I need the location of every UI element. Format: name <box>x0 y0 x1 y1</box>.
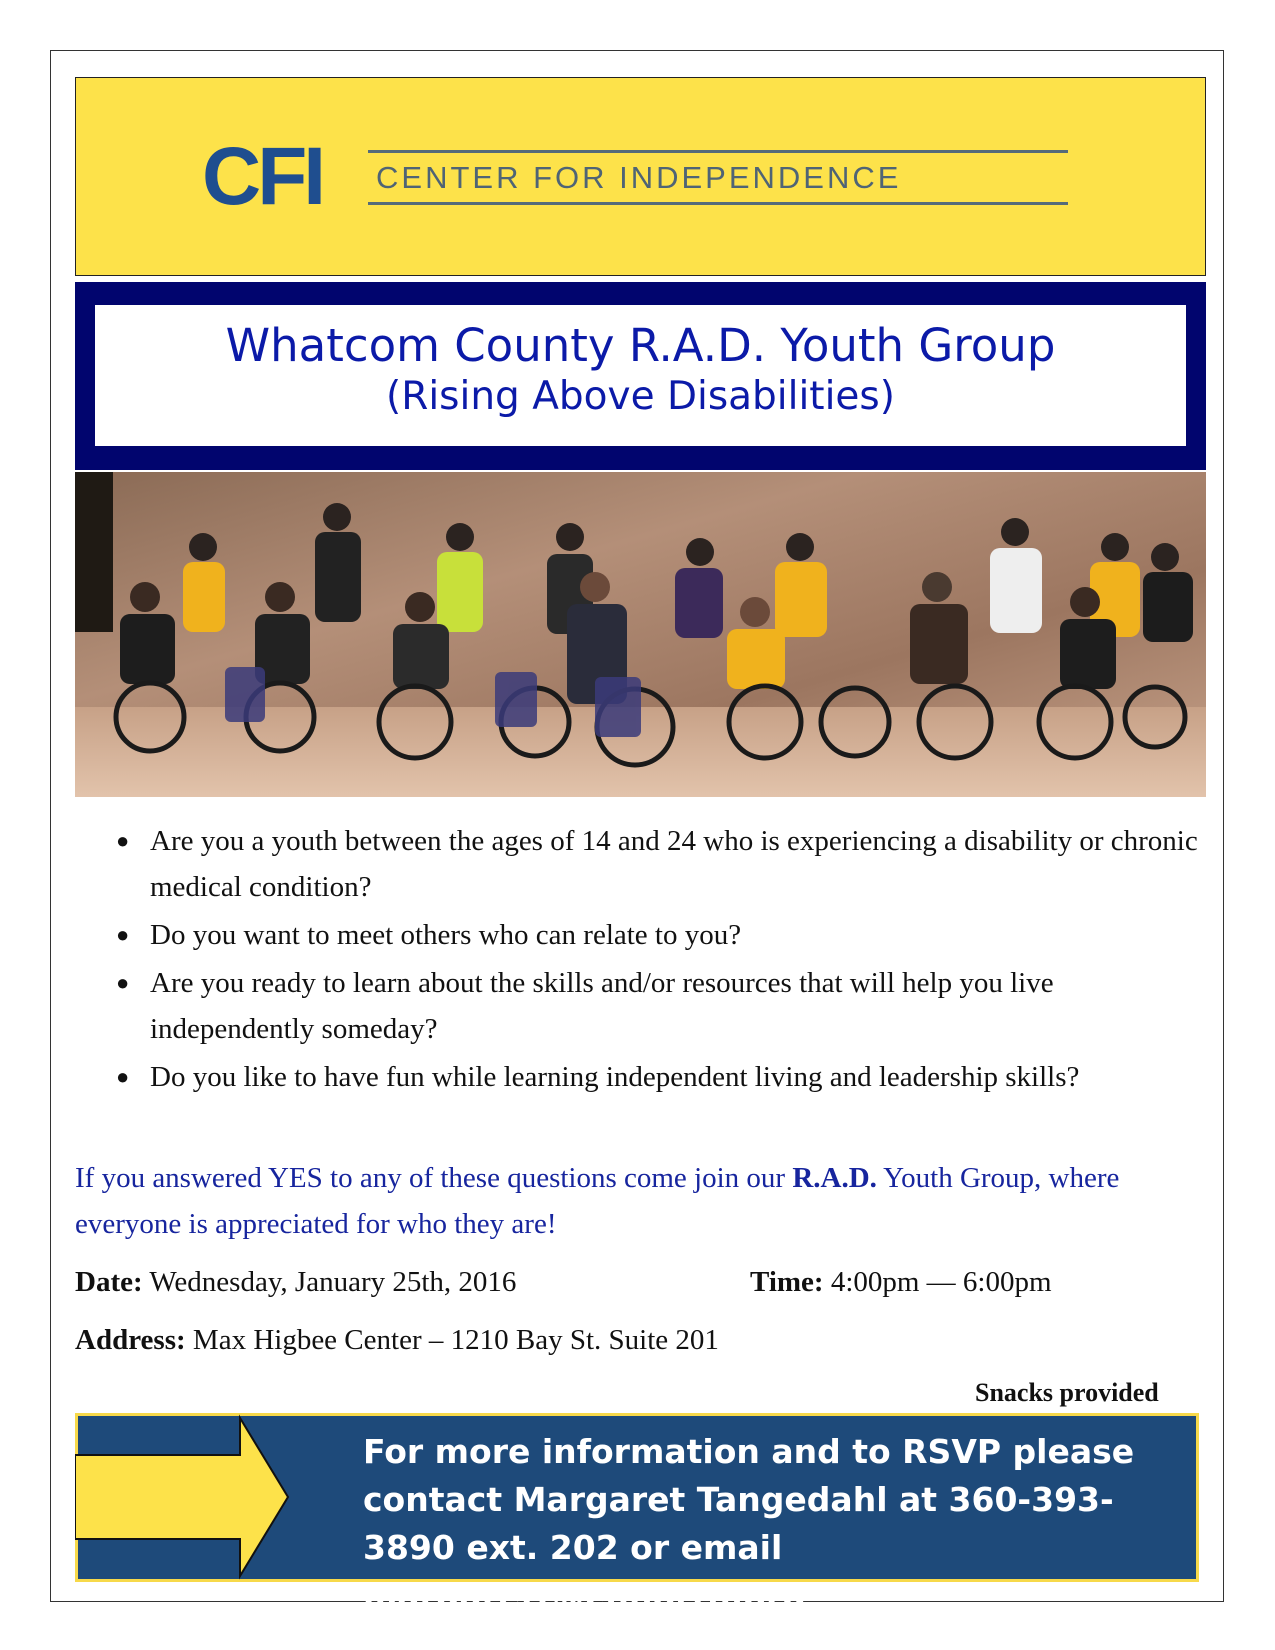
group-photo <box>75 472 1206 797</box>
bullet-icon: ● <box>116 1064 130 1089</box>
page-subtitle: (Rising Above Disabilities) <box>386 374 895 419</box>
bullet-icon: ● <box>116 828 130 853</box>
call-to-action <box>75 1155 1215 1247</box>
cta-text-before: If you answered YES to any of these questions come join our <box>75 1162 793 1194</box>
event-date <box>75 1262 516 1302</box>
cta-text-after: Youth Group, where everyone is appreciated for who they are! <box>75 1162 1120 1240</box>
list-item <box>110 1054 1210 1100</box>
snacks-note: Snacks provided <box>975 1378 1159 1407</box>
cfi-logo-mark: CFI <box>202 131 323 222</box>
title-box <box>95 305 1186 446</box>
list-item <box>110 818 1210 910</box>
date-value: Wednesday, January 25th, 2016 <box>142 1266 517 1298</box>
logo-rule-top <box>368 150 1068 153</box>
time-value: 4:00pm — 6:00pm <box>823 1266 1052 1298</box>
question-text: Do you want to meet others who can relate to you? <box>150 919 742 951</box>
date-label: Date: <box>75 1266 143 1298</box>
question-text: Do you like to have fun while learning independent living and leadership skills? <box>150 1061 1080 1093</box>
event-address <box>75 1320 719 1360</box>
logo-banner <box>75 77 1206 276</box>
time-label: Time: <box>750 1266 824 1298</box>
event-time <box>750 1262 1052 1302</box>
question-list <box>110 818 1210 1102</box>
cfi-logo-name: CENTER FOR INDEPENDENCE <box>376 160 902 195</box>
question-text: Are you a youth between the ages of 14 and 24 who is experiencing a disability or chronic medical condition? <box>150 825 1198 903</box>
cta-emphasis: R.A.D. <box>792 1162 877 1194</box>
title-banner <box>75 282 1206 470</box>
arrow-right-icon <box>75 1413 300 1582</box>
rsvp-text: For more information and to RSVP please contact Margaret Tangedahl at 360-393-3890 ext. 202 or email margarett@cfinorth.org <box>363 1432 1135 1615</box>
bullet-icon: ● <box>116 922 130 947</box>
question-text: Are you ready to learn about the skills and/or resources that will help you live independently someday? <box>150 967 1054 1045</box>
logo-rule-bottom <box>368 202 1068 205</box>
bullet-icon: ● <box>116 970 130 995</box>
address-value: Max Higbee Center – 1210 Bay St. Suite 201 <box>185 1324 719 1356</box>
page-title: Whatcom County R.A.D. Youth Group <box>225 319 1056 372</box>
list-item <box>110 912 1210 958</box>
address-label: Address: <box>75 1324 186 1356</box>
list-item <box>110 960 1210 1052</box>
